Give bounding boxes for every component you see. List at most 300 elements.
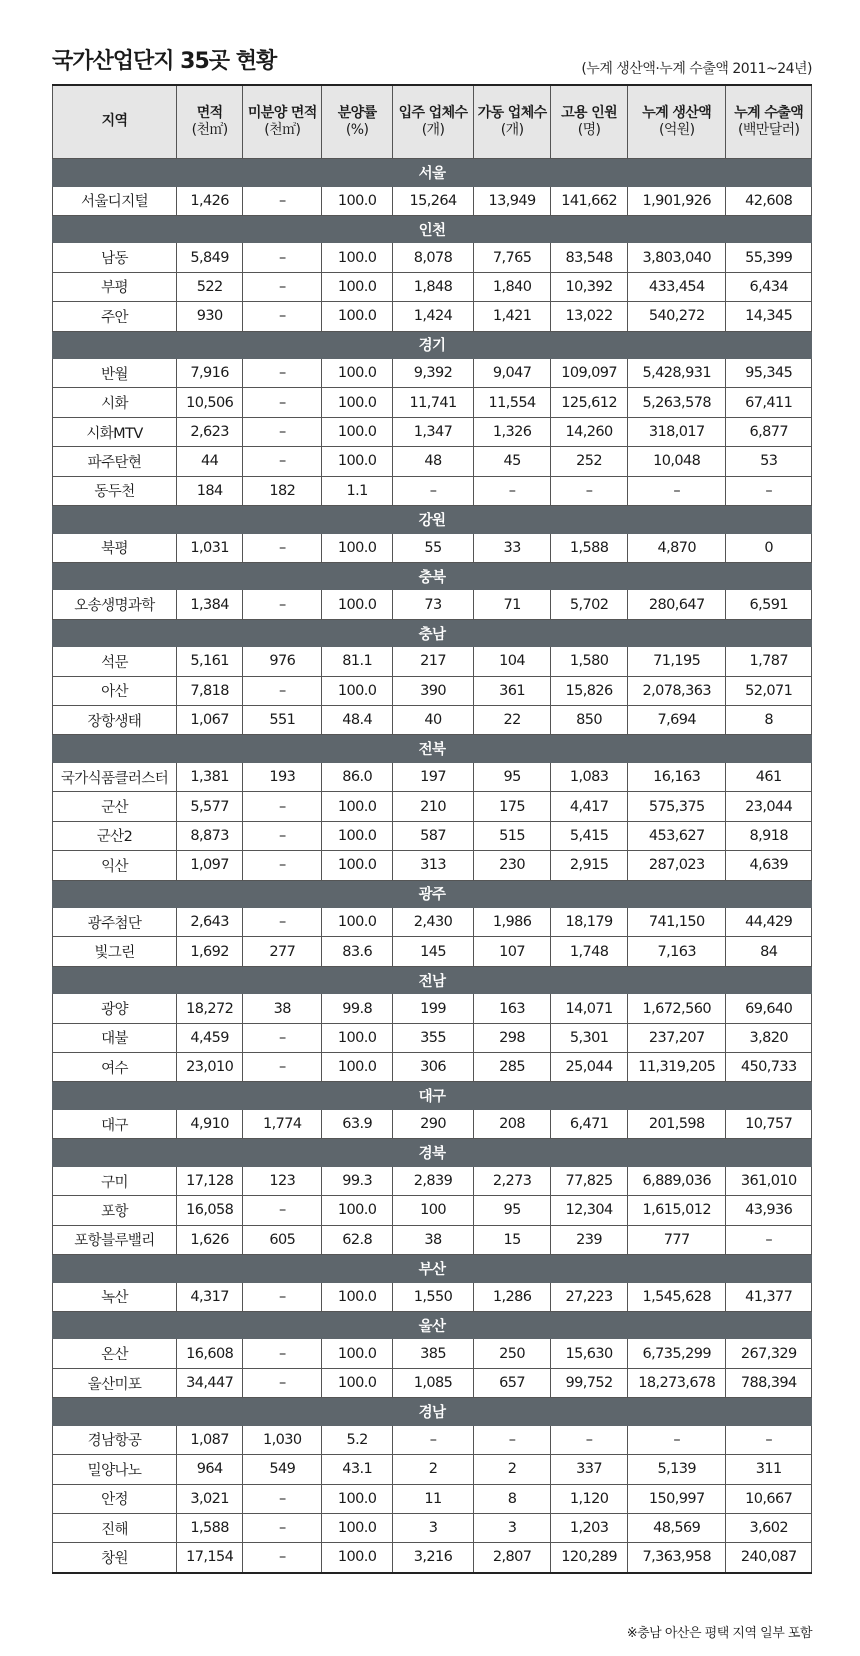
complex-name-cell: 파주탄현 <box>53 447 177 476</box>
table-cell: 15,264 <box>392 186 473 215</box>
table-cell: 100.0 <box>322 272 393 301</box>
region-header-row <box>53 880 812 908</box>
column-header-unit: (%) <box>345 122 369 138</box>
table-cell: 15,826 <box>551 676 628 705</box>
table-cell: 100.0 <box>322 908 393 937</box>
region-name: 충북 <box>53 562 812 590</box>
complex-name-cell: 아산 <box>53 676 177 705</box>
table-cell: 5,263,578 <box>628 388 726 417</box>
table-cell: 285 <box>474 1053 551 1082</box>
table-cell: 7,916 <box>177 359 243 388</box>
table-row <box>53 1543 812 1573</box>
table-cell: 14,345 <box>726 302 812 331</box>
region-header-row <box>53 1398 812 1426</box>
table-cell: 1,030 <box>243 1425 322 1454</box>
region-name: 대구 <box>53 1082 812 1110</box>
table-cell: 1,381 <box>177 762 243 791</box>
table-cell: – <box>628 476 726 505</box>
table-cell: 71,195 <box>628 647 726 676</box>
table-cell: 34,447 <box>177 1368 243 1397</box>
table-row <box>53 762 812 791</box>
column-header-unit: (억원) <box>658 122 695 138</box>
table-cell: 84 <box>726 937 812 966</box>
table-row <box>53 821 812 850</box>
table-cell: 199 <box>392 994 473 1023</box>
table-row <box>53 447 812 476</box>
complex-name-cell: 남동 <box>53 243 177 272</box>
table-cell: 100 <box>392 1196 473 1225</box>
table-cell: – <box>243 1339 322 1368</box>
table-row <box>53 1425 812 1454</box>
page-title: 국가산업단지 35곳 현황 <box>52 49 277 74</box>
table-cell: – <box>243 1023 322 1052</box>
table-cell: – <box>243 908 322 937</box>
region-header-row <box>53 331 812 359</box>
table-cell: 5,428,931 <box>628 359 726 388</box>
table-cell: 4,639 <box>726 851 812 880</box>
table-cell: 1,384 <box>177 590 243 619</box>
table-cell: – <box>243 447 322 476</box>
complex-name-cell: 장항생태 <box>53 706 177 735</box>
table-cell: – <box>726 1425 812 1454</box>
table-cell: 99,752 <box>551 1368 628 1397</box>
region-name: 전남 <box>53 966 812 994</box>
table-cell: 15,630 <box>551 1339 628 1368</box>
table-row <box>53 359 812 388</box>
table-cell: 1,748 <box>551 937 628 966</box>
table-cell: 13,022 <box>551 302 628 331</box>
column-header <box>392 85 473 159</box>
table-cell: 1,545,628 <box>628 1282 726 1311</box>
table-cell: 1,901,926 <box>628 186 726 215</box>
complex-name-cell: 여수 <box>53 1053 177 1082</box>
table-cell: – <box>243 1368 322 1397</box>
table-cell: 43,936 <box>726 1196 812 1225</box>
column-header-label: 분양률 <box>337 104 377 121</box>
table-cell: 100.0 <box>322 388 393 417</box>
table-cell: 1,286 <box>474 1282 551 1311</box>
table-cell: 208 <box>474 1109 551 1138</box>
table-cell: – <box>551 1425 628 1454</box>
table-cell: 69,640 <box>726 994 812 1023</box>
table-cell: 95 <box>474 762 551 791</box>
table-cell: 38 <box>243 994 322 1023</box>
table-cell: 100.0 <box>322 1513 393 1542</box>
complex-name-cell: 익산 <box>53 851 177 880</box>
table-cell: 27,223 <box>551 1282 628 1311</box>
table-cell: 2,643 <box>177 908 243 937</box>
table-cell: 1,426 <box>177 186 243 215</box>
table-cell: 100.0 <box>322 1368 393 1397</box>
table-row <box>53 1282 812 1311</box>
table-cell: 1,787 <box>726 647 812 676</box>
table-cell: 86.0 <box>322 762 393 791</box>
column-header-unit: (개) <box>421 122 445 138</box>
table-cell: 55 <box>392 533 473 562</box>
table-cell: – <box>243 243 322 272</box>
table-cell: 355 <box>392 1023 473 1052</box>
column-header-label: 미분양 면적 <box>247 104 317 121</box>
table-cell: 107 <box>474 937 551 966</box>
complex-name-cell: 안정 <box>53 1484 177 1513</box>
table-cell: 201,598 <box>628 1109 726 1138</box>
table-row <box>53 1368 812 1397</box>
complex-name-cell: 구미 <box>53 1166 177 1195</box>
region-header-row <box>53 562 812 590</box>
table-cell: 120,289 <box>551 1543 628 1573</box>
table-cell: 5,301 <box>551 1023 628 1052</box>
table-cell: – <box>243 533 322 562</box>
table-row <box>53 706 812 735</box>
table-cell: 99.8 <box>322 994 393 1023</box>
complex-name-cell: 대불 <box>53 1023 177 1052</box>
table-cell: 55,399 <box>726 243 812 272</box>
column-header-label: 면적 <box>196 104 223 121</box>
table-cell: 100.0 <box>322 1543 393 1573</box>
page-subtitle: (누계 생산액·누계 수출액 2011~24년) <box>581 61 812 77</box>
table-cell: 4,910 <box>177 1109 243 1138</box>
table-cell: 3 <box>474 1513 551 1542</box>
table-cell: 1,588 <box>177 1513 243 1542</box>
column-header <box>628 85 726 159</box>
column-header-label: 고용 인원 <box>561 104 618 121</box>
table-cell: 182 <box>243 476 322 505</box>
table-cell: 4,870 <box>628 533 726 562</box>
table-cell: 2,430 <box>392 908 473 937</box>
complex-name-cell: 오송생명과학 <box>53 590 177 619</box>
table-cell: 8,873 <box>177 821 243 850</box>
table-cell: 6,471 <box>551 1109 628 1138</box>
table-cell: 17,154 <box>177 1543 243 1573</box>
table-cell: 2,915 <box>551 851 628 880</box>
table-cell: 44 <box>177 447 243 476</box>
table-cell: 515 <box>474 821 551 850</box>
table-cell: 2,623 <box>177 417 243 446</box>
table-cell: 7,163 <box>628 937 726 966</box>
complex-name-cell: 시화MTV <box>53 417 177 446</box>
column-header-unit: (천㎡) <box>264 122 301 138</box>
complex-name-cell: 국가식품클러스터 <box>53 762 177 791</box>
table-cell: – <box>474 476 551 505</box>
table-row <box>53 851 812 880</box>
region-name: 울산 <box>53 1311 812 1339</box>
table-cell: 1,615,012 <box>628 1196 726 1225</box>
complex-name-cell: 반월 <box>53 359 177 388</box>
table-cell: 930 <box>177 302 243 331</box>
complex-name-cell: 온산 <box>53 1339 177 1368</box>
table-row <box>53 1053 812 1082</box>
table-cell: 40 <box>392 706 473 735</box>
table-row <box>53 272 812 301</box>
table-cell: 549 <box>243 1455 322 1484</box>
table-cell: 22 <box>474 706 551 735</box>
table-cell: 95 <box>474 1196 551 1225</box>
table-cell: 1,588 <box>551 533 628 562</box>
table-cell: 385 <box>392 1339 473 1368</box>
table-cell: – <box>243 302 322 331</box>
table-cell: – <box>243 676 322 705</box>
table-cell: 1,347 <box>392 417 473 446</box>
table-cell: 280,647 <box>628 590 726 619</box>
table-cell: 453,627 <box>628 821 726 850</box>
table-cell: 23,010 <box>177 1053 243 1082</box>
table-cell: 145 <box>392 937 473 966</box>
table-cell: 1,424 <box>392 302 473 331</box>
table-cell: 2,807 <box>474 1543 551 1573</box>
table-cell: 6,591 <box>726 590 812 619</box>
table-cell: 45 <box>474 447 551 476</box>
table-cell: 197 <box>392 762 473 791</box>
table-cell: 290 <box>392 1109 473 1138</box>
table-cell: 575,375 <box>628 792 726 821</box>
table-cell: 11 <box>392 1484 473 1513</box>
table-row <box>53 792 812 821</box>
table-cell: 540,272 <box>628 302 726 331</box>
table-cell: 237,207 <box>628 1023 726 1052</box>
table-cell: 8,918 <box>726 821 812 850</box>
table-cell: 6,434 <box>726 272 812 301</box>
table-cell: 252 <box>551 447 628 476</box>
table-cell: – <box>726 1225 812 1254</box>
column-header <box>243 85 322 159</box>
table-cell: 2 <box>474 1455 551 1484</box>
table-row <box>53 994 812 1023</box>
table-cell: 2,839 <box>392 1166 473 1195</box>
table-cell: – <box>243 1196 322 1225</box>
table-cell: 850 <box>551 706 628 735</box>
region-header-row <box>53 619 812 647</box>
table-cell: 16,608 <box>177 1339 243 1368</box>
table-cell: 100.0 <box>322 676 393 705</box>
table-cell: 318,017 <box>628 417 726 446</box>
table-cell: 2 <box>392 1455 473 1484</box>
table-cell: 100.0 <box>322 186 393 215</box>
table-row <box>53 302 812 331</box>
table-cell: 10,048 <box>628 447 726 476</box>
table-cell: 298 <box>474 1023 551 1052</box>
table-cell: 95,345 <box>726 359 812 388</box>
table-cell: 1,848 <box>392 272 473 301</box>
table-cell: 11,319,205 <box>628 1053 726 1082</box>
table-cell: 1,692 <box>177 937 243 966</box>
table-cell: 48,569 <box>628 1513 726 1542</box>
table-cell: 337 <box>551 1455 628 1484</box>
table-cell: 0 <box>726 533 812 562</box>
region-header-row <box>53 1139 812 1167</box>
table-cell: – <box>243 1053 322 1082</box>
table-row <box>53 676 812 705</box>
table-cell: 100.0 <box>322 1196 393 1225</box>
table-cell: 4,317 <box>177 1282 243 1311</box>
column-header-label: 가동 업체수 <box>477 104 547 121</box>
table-row <box>53 186 812 215</box>
complex-name-cell: 포항블루밸리 <box>53 1225 177 1254</box>
complex-name-cell: 밀양나노 <box>53 1455 177 1484</box>
table-cell: 7,765 <box>474 243 551 272</box>
table-cell: 18,273,678 <box>628 1368 726 1397</box>
table-cell: 3,820 <box>726 1023 812 1052</box>
table-cell: 450,733 <box>726 1053 812 1082</box>
table-row <box>53 1339 812 1368</box>
table-cell: 14,071 <box>551 994 628 1023</box>
table-cell: 6,889,036 <box>628 1166 726 1195</box>
table-cell: 1,031 <box>177 533 243 562</box>
complex-name-cell: 시화 <box>53 388 177 417</box>
table-row <box>53 1455 812 1484</box>
complex-name-cell: 부평 <box>53 272 177 301</box>
table-row <box>53 1225 812 1254</box>
table-row <box>53 417 812 446</box>
table-cell: – <box>243 388 322 417</box>
table-cell: – <box>243 1484 322 1513</box>
table-row <box>53 1166 812 1195</box>
table-cell: 3,216 <box>392 1543 473 1573</box>
table-cell: 10,667 <box>726 1484 812 1513</box>
table-cell: 184 <box>177 476 243 505</box>
complex-name-cell: 북평 <box>53 533 177 562</box>
complex-name-cell: 경남항공 <box>53 1425 177 1454</box>
column-header-unit: (천㎡) <box>191 122 228 138</box>
table-cell: 230 <box>474 851 551 880</box>
table-cell: 587 <box>392 821 473 850</box>
table-cell: – <box>243 821 322 850</box>
region-name: 인천 <box>53 215 812 243</box>
table-cell: 605 <box>243 1225 322 1254</box>
table-cell: – <box>392 476 473 505</box>
table-cell: 3 <box>392 1513 473 1542</box>
table-cell: 73 <box>392 590 473 619</box>
table-cell: 99.3 <box>322 1166 393 1195</box>
table-cell: 390 <box>392 676 473 705</box>
table-cell: 41,377 <box>726 1282 812 1311</box>
table-cell: 100.0 <box>322 590 393 619</box>
region-header-row <box>53 1255 812 1283</box>
column-header <box>474 85 551 159</box>
complex-name-cell: 군산 <box>53 792 177 821</box>
column-header-unit: (백만달러) <box>738 122 800 138</box>
table-cell: 8,078 <box>392 243 473 272</box>
table-cell: 100.0 <box>322 1053 393 1082</box>
table-cell: 1,326 <box>474 417 551 446</box>
table-cell: 11,554 <box>474 388 551 417</box>
table-cell: 13,949 <box>474 186 551 215</box>
table-cell: 193 <box>243 762 322 791</box>
complex-name-cell: 빛그린 <box>53 937 177 966</box>
table-cell: 522 <box>177 272 243 301</box>
region-header-row <box>53 506 812 534</box>
region-name: 부산 <box>53 1255 812 1283</box>
table-cell: 100.0 <box>322 792 393 821</box>
region-name: 경남 <box>53 1398 812 1426</box>
table-cell: 461 <box>726 762 812 791</box>
table-cell: 5.2 <box>322 1425 393 1454</box>
table-cell: 83,548 <box>551 243 628 272</box>
table-cell: – <box>243 1513 322 1542</box>
table-cell: 100.0 <box>322 243 393 272</box>
table-cell: 1,120 <box>551 1484 628 1513</box>
table-cell: 8 <box>726 706 812 735</box>
table-row <box>53 937 812 966</box>
table-header <box>53 85 812 159</box>
table-cell: 788,394 <box>726 1368 812 1397</box>
complex-name-cell: 군산2 <box>53 821 177 850</box>
region-header-row <box>53 159 812 187</box>
region-header-row <box>53 215 812 243</box>
table-body <box>53 159 812 1573</box>
column-header-label: 입주 업체수 <box>398 104 468 121</box>
table-cell: 18,179 <box>551 908 628 937</box>
table-cell: 33 <box>474 533 551 562</box>
table-cell: 1,087 <box>177 1425 243 1454</box>
table-cell: 100.0 <box>322 851 393 880</box>
table-cell: 42,608 <box>726 186 812 215</box>
column-header-label: 누계 수출액 <box>734 104 804 121</box>
table-cell: 71 <box>474 590 551 619</box>
table-cell: 250 <box>474 1339 551 1368</box>
table-cell: 210 <box>392 792 473 821</box>
table-cell: 240,087 <box>726 1543 812 1573</box>
table-cell: 100.0 <box>322 1339 393 1368</box>
table-cell: 6,735,299 <box>628 1339 726 1368</box>
table-cell: 53 <box>726 447 812 476</box>
table-cell: 5,849 <box>177 243 243 272</box>
table-cell: 1,421 <box>474 302 551 331</box>
complex-name-cell: 진해 <box>53 1513 177 1542</box>
table-row <box>53 908 812 937</box>
table-cell: 551 <box>243 706 322 735</box>
table-cell: 123 <box>243 1166 322 1195</box>
table-cell: 83.6 <box>322 937 393 966</box>
table-cell: 175 <box>474 792 551 821</box>
table-cell: 2,078,363 <box>628 676 726 705</box>
table-cell: 10,757 <box>726 1109 812 1138</box>
table-cell: 1,672,560 <box>628 994 726 1023</box>
region-name: 충남 <box>53 619 812 647</box>
table-cell: 4,459 <box>177 1023 243 1052</box>
table-cell: 100.0 <box>322 1023 393 1052</box>
table-cell: – <box>551 476 628 505</box>
column-header <box>53 85 177 159</box>
table-cell: 4,417 <box>551 792 628 821</box>
table-cell: – <box>243 792 322 821</box>
table-cell: 1,067 <box>177 706 243 735</box>
table-cell: 141,662 <box>551 186 628 215</box>
column-header <box>322 85 393 159</box>
table-cell: 104 <box>474 647 551 676</box>
table-cell: 109,097 <box>551 359 628 388</box>
table-cell: 100.0 <box>322 417 393 446</box>
table-cell: 77,825 <box>551 1166 628 1195</box>
table-cell: – <box>243 417 322 446</box>
region-name: 서울 <box>53 159 812 187</box>
table-cell: – <box>243 186 322 215</box>
complex-name-cell: 동두천 <box>53 476 177 505</box>
table-row <box>53 1513 812 1542</box>
table-cell: 10,506 <box>177 388 243 417</box>
table-cell: 239 <box>551 1225 628 1254</box>
table-cell: – <box>243 1282 322 1311</box>
footnote: ※충남 아산은 평택 지역 일부 포함 <box>626 1626 812 1641</box>
table-row <box>53 533 812 562</box>
table-cell: 9,392 <box>392 359 473 388</box>
table-cell: 306 <box>392 1053 473 1082</box>
table-cell: 23,044 <box>726 792 812 821</box>
table-cell: 1,083 <box>551 762 628 791</box>
table-cell: 7,694 <box>628 706 726 735</box>
table-cell: 100.0 <box>322 1282 393 1311</box>
table-cell: 1,097 <box>177 851 243 880</box>
table-cell: 100.0 <box>322 359 393 388</box>
